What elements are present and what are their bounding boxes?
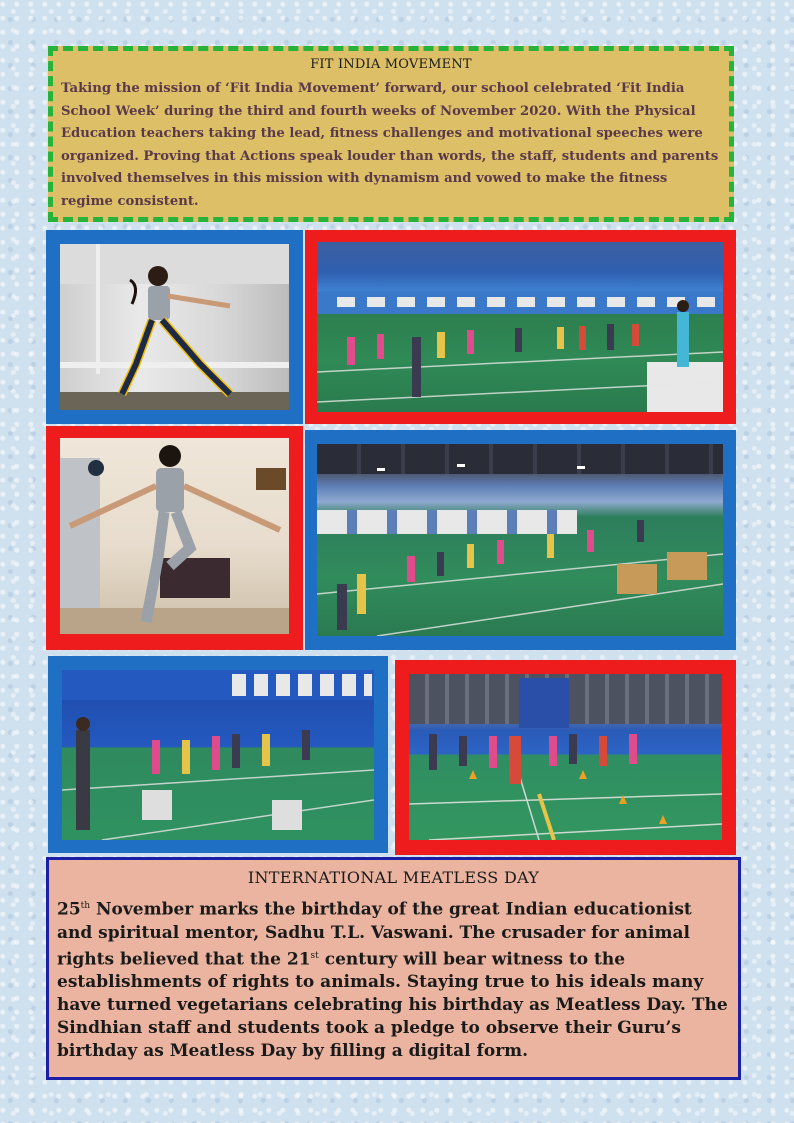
meatless-day-title: INTERNATIONAL MEATLESS DAY	[247, 868, 540, 887]
photo-group-court	[305, 230, 736, 424]
meatless-text-2: November marks the birthday of the great Indian educationist and spiritual mentor, Sadhu T.L. Vaswani. The crusader for animal rights believed that the 21	[57, 899, 692, 970]
fit-india-box	[48, 46, 734, 222]
photo-large-group-court	[305, 430, 736, 650]
photo-girl-exercising	[46, 230, 303, 424]
meatless-day-body	[57, 895, 730, 1063]
photo-staff-cones	[395, 660, 736, 855]
meatless-text-3: century will bear witness to the establishments of rights to animals. Staying true to his ideals many have turned vegetarians celebrating his birthday as Meatless Day. The Sindhian staff and students took a pledge to observe their Guru’s birthday as Meatless Day by filling a digital form.	[57, 949, 728, 1062]
meatless-day-box	[46, 857, 741, 1080]
meatless-text-1: 25	[57, 899, 81, 920]
meatless-sup-1: th	[80, 901, 91, 911]
photo-staff-court	[48, 656, 388, 853]
photo-boy-exercising	[46, 426, 303, 650]
fit-india-body: Taking the mission of ‘Fit India Movement’ forward, our school celebrated ‘Fit India School Week’ during the third and fourth weeks of November 2020. With the Physical Education teachers taking the lead, fitness challenges and motivational speeches were organized. Proving that Actions speak louder than words, the staff, students and parents involved themselves in this mission with dynamism and vowed to make the fitness regime consistent.	[61, 81, 719, 209]
fit-india-title: FIT INDIA MOVEMENT	[310, 57, 472, 72]
meatless-sup-2: st	[310, 950, 319, 961]
